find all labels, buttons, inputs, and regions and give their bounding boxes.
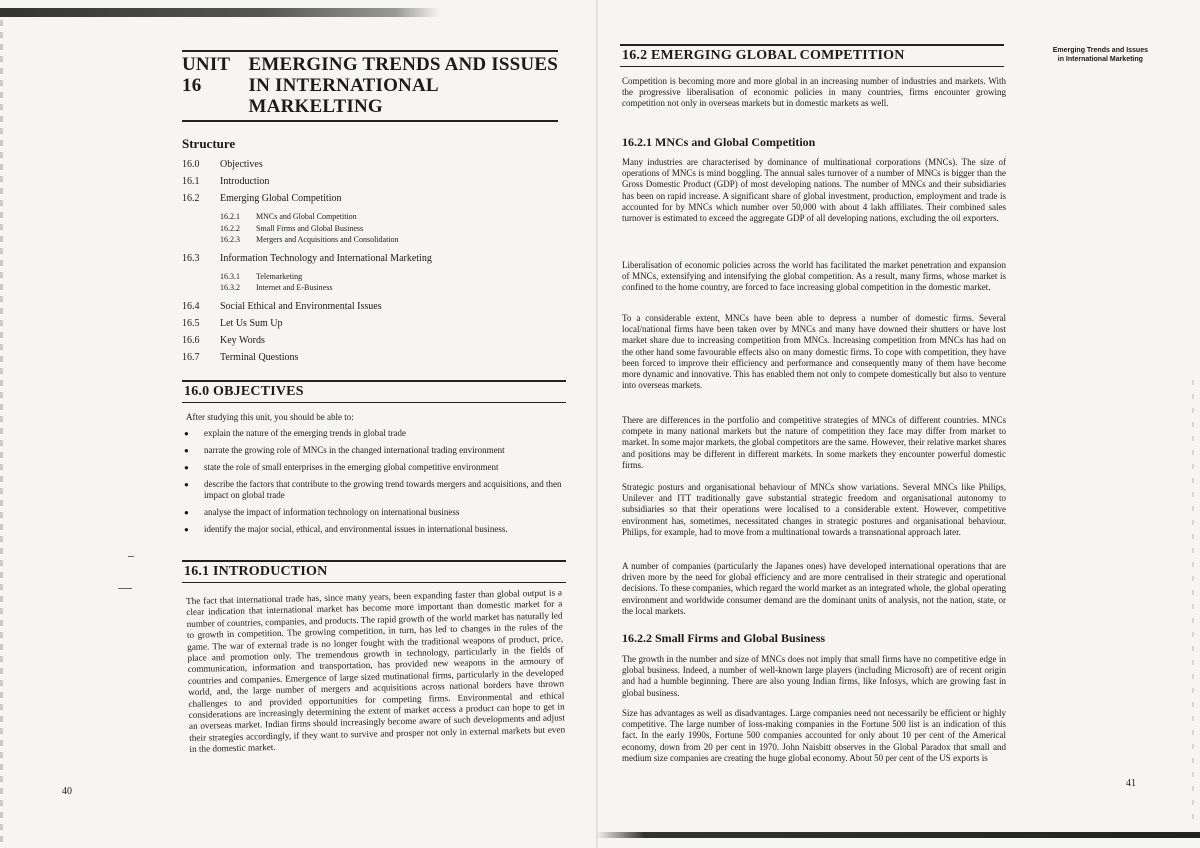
toc-subitem: 16.2.3 Mergers and Acquisitions and Consolidation [220,235,399,244]
unit-title-line: IN INTERNATIONAL [248,75,439,96]
list-item: ● identify the major social, ethical, and environmental issues in international business. [182,524,562,535]
objectives-heading-block [182,380,566,403]
list-item: ● explain the nature of the emerging trends in global trade [182,428,562,439]
toc-item: 16.2 Emerging Global Competition [182,193,342,204]
page-gutter [596,0,598,848]
scan-edge-left [0,20,3,848]
list-item: ● narrate the growing role of MNCs in the changed international trading environment [182,445,562,456]
body-paragraph: To a considerable extent, MNCs have been able to depress a number of domestic firms. Several local/national firms have been taken over by MNCs and many have downed their shutters or have lost market share due to increasing competition from MNCs. Increasing competition from MNCs has had on the other hand some favourable effects also on many domestic firms. To cope with competition, they have been forced to improve their efficiency and performance and consequently many of them have become more dynamic and innovative. This has enabled them not only to compete domestically but also to venture into overseas markets. [622,313,1006,391]
body-paragraph: Many industries are characterised by dominance of multinational corporations (MNCs). The size of operations of MNCs is mind boggling. The annual sales turnover of a number of MNCs is bigger than the Gross Domestic Product (GDP) of most developing nations. The number of MNCs and their subsidiaries has been on rapid increase. A significant share of global investment, production, employment and trade is accounted for by MNCs which number over 50,000 with about 4 lakh affiliates. Their combined sales turnover is estimated to exceed the aggregate GDP of all developing nations, excluding the oil exporters. [622,157,1006,224]
toc-item: 16.0 Objectives [182,159,263,170]
objectives-list [182,428,562,541]
subsection-heading: 16.2.2 Small Firms and Global Business [622,631,826,645]
section-heading: 16.2 EMERGING GLOBAL COMPETITION [622,48,905,63]
toc-subitem: 16.3.2 Internet and E-Business [220,283,333,292]
toc-subitem: 16.3.1 Telemarketing [220,271,303,281]
scan-edge-right [1192,380,1194,820]
body-paragraph: The growth in the number and size of MNCs does not imply that small firms have no competitive edge in global business. Indeed, a number of well-known large players (including Microsoft) are of recent origin and had a humble beginning. There are also young Indian firms, like Infosys, which are growing fast in global business. [622,654,1006,698]
unit-title-line: EMERGING TRENDS AND ISSUES [248,54,558,75]
list-item: ● analyse the impact of information technology on international business [182,507,562,518]
unit-title-block [182,50,558,122]
toc-subitem: 16.2.1 MNCs and Global Competition [220,212,357,221]
margin-mark [118,588,132,589]
toc-item: 16.7 Terminal Questions [182,351,299,363]
list-item: ● describe the factors that contribute to the growing trend towards mergers and acquisitions, and then impact on global trade [182,479,562,501]
toc-item: 16.3 Information Technology and International Marketing [182,252,432,264]
page-number-right: 41 [1126,778,1136,789]
section-intro: Competition is becoming more and more global in an increasing number of industries and markets. With the progressive liberalisation of economic policies in many countries, firms encounter growing competition not only in overseas markets but in domestic markets as well. [622,76,1006,109]
toc-item: 16.1 Introduction [182,176,270,187]
page-number-left: 40 [62,786,72,797]
margin-mark [128,556,134,557]
scan-shadow-top [0,8,440,17]
unit-number: UNIT 16 [182,54,230,96]
toc-item: 16.6 Key Words [182,334,265,346]
body-paragraph: Strategic posturs and organisational behaviour of MNCs show variations. Several MNCs like Philips, Unilever and ITT traditionally gave substantial strategic freedom and organisational autonomy to subsidiaries so that their operations were localised to a considerable extent. However, competitive environment has, sometimes, necessitated changes in strategic postures and organisational behaviour. Philips, for example, had to move from a multinational towards a transnational approach later. [622,482,1006,537]
body-paragraph: There are differences in the portfolio and competitive strategies of MNCs of different countries. MNCs compete in many national markets but the nature of competition they face may differ from market to market. In some major markets, the global competitors are the same. However, their relative market shares and positions may be different in different markets. In some markets they encounter powerful domestic firms. [622,415,1006,470]
subsection-heading: 16.2.1 MNCs and Global Competition [622,135,816,149]
toc-subitem: 16.2.2 Small Firms and Global Business [220,223,364,233]
toc-item: 16.5 Let Us Sum Up [182,317,283,329]
introduction-heading-block [182,560,566,583]
introduction-paragraph: The fact that international trade has, since many years, been expanding faster than global output is a clear indication that international market has become more important than domestic market for a number of countries, companies, and products. The rapid growth of the world market has naturally led to growth in competition. The growing competition, in turn, has led to changes in the rules of the game. The war of external trade is no longer fought with the traditional weapons of product, price, place and promotion only. The tremendous growth in technology, particularly in the fields of communication, information and transportation, has provided new weapons in the armoury of countries and companies. Emergence of large sized mutinational firms, particularly in the developed world, and, the large number of mergers and acquisitions across national borders have thrown challenges to and provided opportunities for competing firms. Environmental and ethical considerations are increasingly determining the extent of market access a product can hope to get in an overseas market. Indian firms should increasingly become aware of such developments and adjust their strategies accordingly, if they want to survive and prosper not only in external markets but even in the domestic market. [186,587,566,755]
scan-shadow-bottom [596,832,1200,838]
unit-title-line: MARKELTING [248,96,383,117]
section-heading-block [620,44,1004,67]
table-of-contents [182,156,562,366]
objectives-heading: 16.0 OBJECTIVES [184,384,304,399]
structure-heading: Structure [182,136,236,151]
objectives-intro: After studying this unit, you should be able to: [186,412,354,422]
introduction-heading: 16.1 INTRODUCTION [184,564,328,579]
body-paragraph: A number of companies (particularly the Japanes ones) have developed international operations that are driven more by the need for global efficiency and are more centralised in their strategic and operational decisions. To these companies, which regard the world market as an integrated whole, the global operating environment and worldwide consumer demand are the dominant units of analysis, not the nation, state, or the local markets. [622,561,1006,616]
body-paragraph: Size has advantages as well as disadvantages. Large companies need not necessarily be efficient or highly competitive. The large number of loss-making companies in the Fortune 500 list is an indication of this fact. In the early 1990s, Fortune 500 companies accounted for only about 10 per cent of the Americal economy, down from 20 per cent in 1970. John Naisbitt observes in the Global Paradox that small and medium size companies are creating the huge global economy. About 50 per cent of the US exports is [622,708,1006,763]
list-item: ● state the role of small enterprises in the emerging global competitive environment [182,462,562,473]
running-head: Emerging Trends and Issues in International Marketing [1052,47,1148,63]
body-paragraph: Liberalisation of economic policies across the world has facilitated the market penetration and expansion of MNCs, extensifying and intensifying the global competition. As a result, many firms, whose market is confined to the home country, are forced to face increasing global competition in the domestic market. [622,260,1006,293]
toc-item: 16.4 Social Ethical and Environmental Issues [182,300,382,312]
